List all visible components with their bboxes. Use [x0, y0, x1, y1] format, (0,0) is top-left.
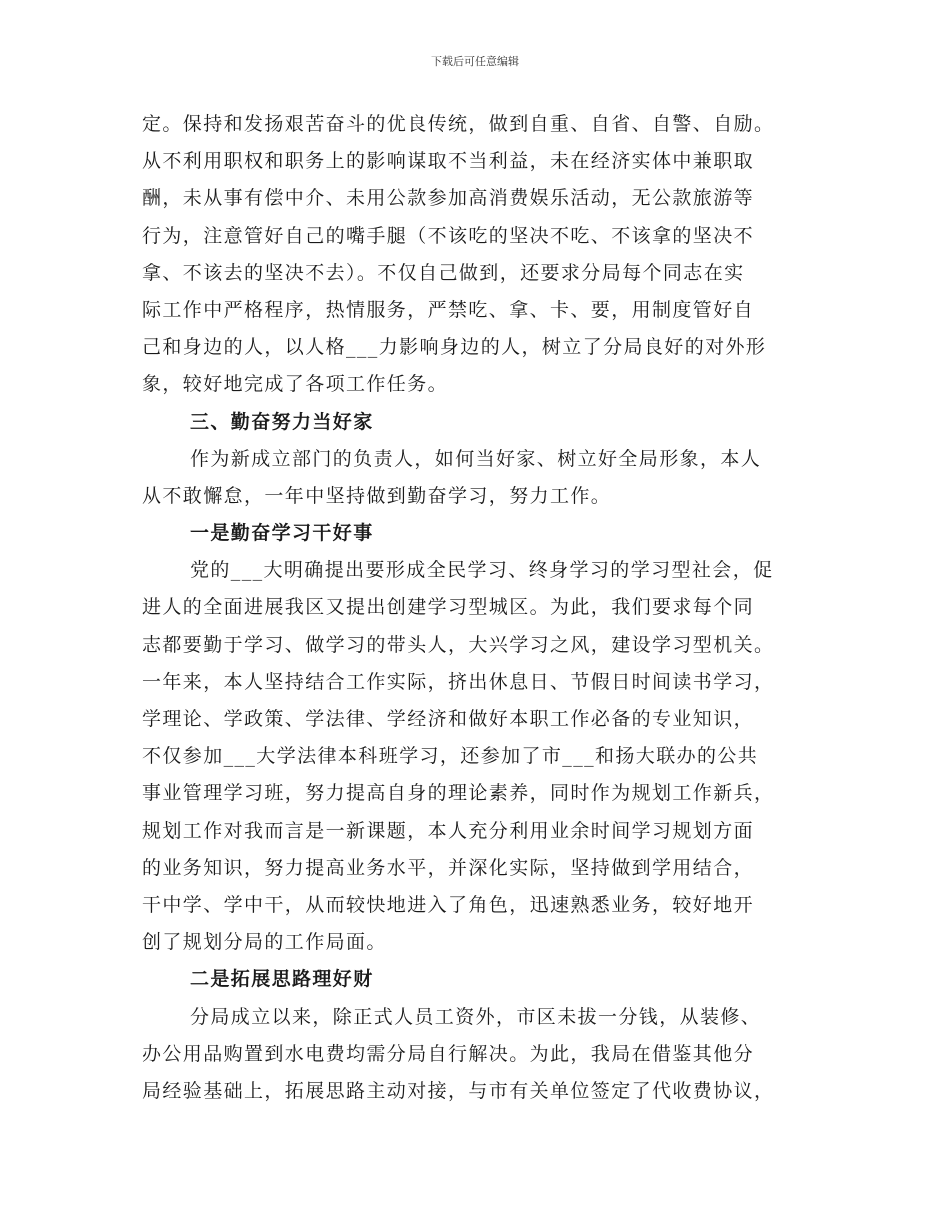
- line-text: 党的___大明确提出要形成全民学习、终身学习的学习型社会，促: [190, 559, 774, 582]
- line-text: 从不利用职权和职务上的影响谋取不当利益，未在经济实体中兼职取: [142, 150, 755, 173]
- line-text: 二是拓展思路理好财: [190, 968, 374, 991]
- paragraph-line: [142, 292, 826, 329]
- line-text: 的业务知识，努力提高业务水平，并深化实际，坚持做到学用结合，: [142, 856, 755, 879]
- section-heading: [142, 961, 826, 998]
- paragraph-line: [142, 701, 826, 738]
- paragraph-line: [142, 366, 826, 403]
- paragraph-line: [142, 143, 826, 180]
- line-text: 酬，未从事有偿中介、未用公款参加高消费娱乐活动，无公款旅游等: [142, 187, 755, 210]
- line-text: 定。保持和发扬艰苦奋斗的优良传统，做到自重、自省、自警、自励。: [142, 113, 775, 135]
- paragraph-line: [142, 887, 826, 924]
- paragraph-line: [142, 478, 826, 515]
- section-heading: [142, 515, 826, 552]
- line-text: 己和身边的人，以人格___力影响身边的人，树立了分局良好的对外形: [142, 336, 767, 359]
- line-text: 象，较好地完成了各项工作任务。: [142, 373, 449, 396]
- line-text: 进人的全面进展我区又提出创建学习型城区。为此，我们要求每个同: [142, 596, 755, 619]
- paragraph-line: [142, 589, 826, 626]
- paragraph-line: [142, 552, 826, 589]
- line-text: 不仅参加___大学法律本科班学习，还参加了市___和扬大联办的公共: [142, 745, 759, 768]
- line-text: 干中学、学中干，从而较快地进入了角色，迅速熟悉业务，较好地开: [142, 893, 755, 916]
- section-heading: [142, 404, 826, 441]
- document-body: [142, 106, 826, 1110]
- line-text: 三、勤奋努力当好家: [190, 410, 374, 433]
- line-text: 拿、不该去的坚决不去）。不仅自己做到，还要求分局每个同志在实: [142, 261, 745, 284]
- paragraph-line: [142, 329, 826, 366]
- line-text: 从不敢懈怠，一年中坚持做到勤奋学习，努力工作。: [142, 484, 612, 507]
- paragraph-line: [142, 106, 826, 143]
- paragraph-line: [142, 1073, 826, 1110]
- page-header: 下载后可任意编辑: [431, 55, 519, 68]
- paragraph-line: [142, 999, 826, 1036]
- line-text: 创了规划分局的工作局面。: [142, 931, 387, 954]
- paragraph-line: [142, 664, 826, 701]
- line-text: 办公用品购置到水电费均需分局自行解决。为此，我局在借鉴其他分: [142, 1042, 755, 1065]
- paragraph-line: [142, 924, 826, 961]
- paragraph-line: [142, 255, 826, 292]
- line-text: 规划工作对我而言是一新课题，本人充分利用业余时间学习规划方面: [142, 819, 755, 842]
- line-text: 行为，注意管好自己的嘴手腿（不该吃的坚决不吃、不该拿的坚决不: [142, 224, 755, 247]
- line-text: 际工作中严格程序，热情服务，严禁吃、拿、卡、要，用制度管好自: [142, 298, 755, 321]
- paragraph-line: [142, 441, 826, 478]
- paragraph-line: [142, 218, 826, 255]
- paragraph-line: [142, 1036, 826, 1073]
- paragraph-line: [142, 180, 826, 217]
- paragraph-line: [142, 813, 826, 850]
- paragraph-line: [142, 775, 826, 812]
- line-text: 作为新成立部门的负责人，如何当好家、树立好全局形象，本人: [190, 447, 762, 470]
- line-text: 学理论、学政策、学法律、学经济和做好本职工作必备的专业知识，: [142, 708, 755, 730]
- line-text: 局经验基础上，拓展思路主动对接，与市有关单位签定了代收费协议，: [142, 1079, 775, 1102]
- paragraph-line: [142, 738, 826, 775]
- line-text: 志都要勤于学习、做学习的带头人，大兴学习之风，建设学习型机关。: [142, 633, 775, 656]
- line-text: 分局成立以来，除正式人员工资外，市区未拔一分钱，从装修、: [190, 1005, 762, 1028]
- paragraph-line: [142, 627, 826, 664]
- line-text: 一年来，本人坚持结合工作实际，挤出休息日、节假日时间读书学习，: [142, 670, 775, 693]
- line-text: 一是勤奋学习干好事: [190, 522, 374, 545]
- line-text: 事业管理学习班，努力提高自身的理论素养，同时作为规划工作新兵，: [142, 782, 775, 805]
- paragraph-line: [142, 850, 826, 887]
